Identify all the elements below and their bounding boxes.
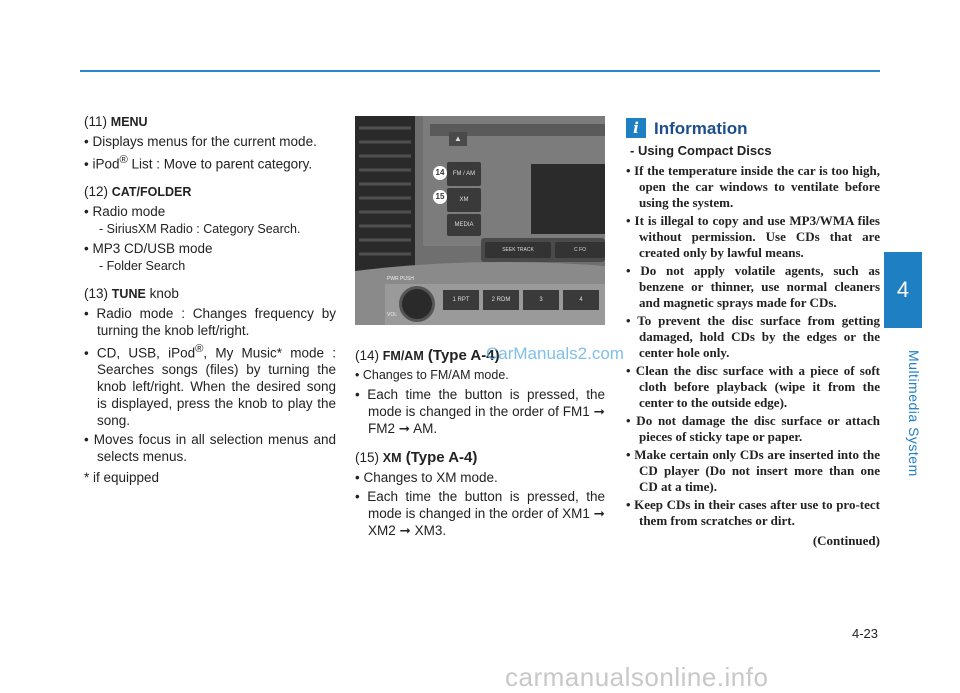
- preset-4-button[interactable]: 4: [563, 290, 599, 310]
- callout-14: 14: [433, 166, 447, 180]
- footnote: * if equipped: [84, 470, 160, 485]
- bullet: • MP3 CD/USB mode: [84, 240, 213, 256]
- bullet: • CD, USB, iPod®, My Music* mode : Searches songs (files) by turning the knob left/right. When the desired song is displayed, press the knob to play the song.: [84, 342, 336, 428]
- bullet: • Radio mode : Changes frequency by turning the knob left/right.: [84, 305, 336, 338]
- seek-track-button[interactable]: SEEK TRACK: [485, 242, 551, 258]
- info-item: • If the temperature inside the car is too high, open the car windows to ventilate before using the system.: [626, 163, 880, 210]
- section-number: 4: [884, 252, 922, 328]
- information-header: [626, 118, 880, 138]
- media-button[interactable]: MEDIA: [447, 214, 481, 236]
- bullet: • Displays menus for the current mode.: [84, 134, 317, 149]
- page-number: 4-23: [851, 626, 878, 641]
- middle-column: [355, 347, 605, 539]
- bullet: • Each time the button is pressed, the mode is changed in the order of FM1 ➞ FM2 ➞ AM.: [355, 387, 605, 436]
- info-item: • Keep CDs in their cases after use to pro-tect them from scratches or dirt.: [626, 497, 880, 528]
- callout-15: 15: [433, 190, 447, 204]
- heading-15: (15) XM (Type A-4): [355, 449, 478, 466]
- information-title: Information: [654, 118, 748, 138]
- xm-button[interactable]: XM: [447, 188, 481, 212]
- bullet: • Changes to XM mode.: [355, 470, 498, 485]
- vol-label: VOL: [387, 312, 398, 318]
- preset-2-button[interactable]: 2 RDM: [483, 290, 519, 310]
- information-box: [626, 118, 880, 549]
- sub-bullet: - SiriusXM Radio : Category Search.: [99, 221, 301, 236]
- info-item: • To prevent the disc surface from getting damaged, hold CDs by the edges or the center hole only.: [626, 313, 880, 360]
- power-volume-knob[interactable]: [399, 286, 435, 322]
- eject-button[interactable]: ▲: [449, 132, 467, 146]
- cat-folder-button[interactable]: C FO: [555, 242, 605, 258]
- heading-12: (12) CAT/FOLDER: [84, 183, 192, 199]
- header-rule: [80, 70, 880, 72]
- information-subtitle: - Using Compact Discs: [630, 143, 772, 158]
- bullet: • iPod® List : Move to parent category.: [84, 154, 313, 172]
- sub-bullet: - Folder Search: [99, 258, 186, 273]
- bullet: • Moves focus in all selection menus and selects menus.: [84, 432, 336, 464]
- continued-label: (Continued): [812, 533, 880, 548]
- info-item: • Do not apply volatile agents, such as benzene or thinner, use normal cleaners and magnetic sprays made for CDs.: [626, 263, 880, 310]
- power-label: PWR PUSH: [387, 276, 414, 282]
- info-item: • Make certain only CDs are inserted into the CD player (Do not insert more than one CD at a time).: [626, 447, 880, 494]
- watermark-footer: carmanualsonline.info: [505, 662, 769, 692]
- info-item: • It is illegal to copy and use MP3/WMA files without permission. Use CDs that are created only by lawful means.: [626, 213, 880, 260]
- info-item: • Clean the disc surface with a piece of soft cloth before playback (wipe it from the center to the outside edge).: [626, 363, 880, 410]
- watermark-overlay: CarManuals2.com: [486, 344, 624, 363]
- left-column: [84, 113, 336, 486]
- heading-11: (11) MENU: [84, 114, 148, 129]
- preset-3-button[interactable]: 3: [523, 290, 559, 310]
- bullet: • Each time the button is pressed, the mode is changed in the order of XM1 ➞ XM2 ➞ XM3.: [355, 489, 605, 538]
- bullet: • Radio mode: [84, 203, 166, 219]
- bullet: • Changes to FM/AM mode.: [355, 368, 509, 382]
- heading-13: (13) TUNE knob: [84, 285, 179, 301]
- radio-panel-photo: [355, 116, 605, 325]
- info-item: • Do not damage the disc surface or attach pieces of sticky tape or paper.: [626, 413, 880, 444]
- preset-1-button[interactable]: 1 RPT: [443, 290, 479, 310]
- fm-am-button[interactable]: FM / AM: [447, 162, 481, 186]
- heading-14: (14) FM/AM (Type A-4): [355, 347, 500, 364]
- section-title: Multimedia System: [906, 349, 922, 477]
- section-tab[interactable]: [884, 252, 922, 492]
- info-icon: i: [626, 118, 646, 138]
